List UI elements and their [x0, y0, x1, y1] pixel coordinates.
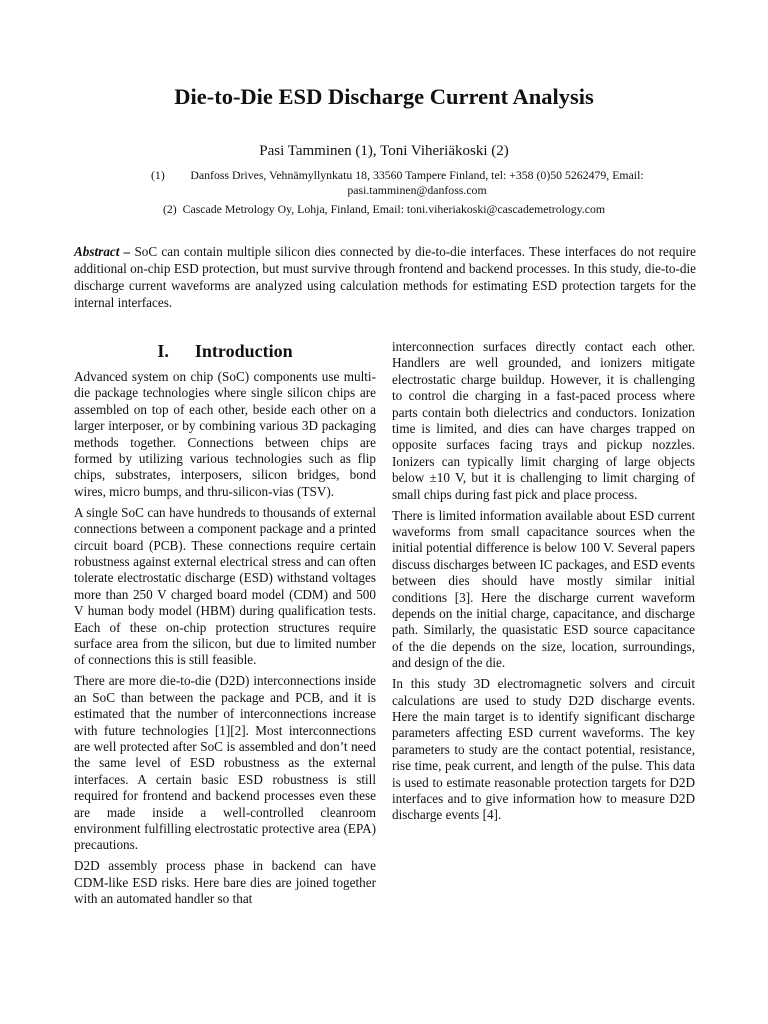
left-column — [74, 369, 376, 912]
body-paragraph: interconnection surfaces directly contact each other. Handlers are well grounded, and ionizers mitigate electrostatic charge buildup. However, it is challenging to control die charging in a fast-paced process where parts contain both dielectrics and conductors. Ionization time is limited, and dies can have charges trapped on opposite surfaces facing trays and pickup nozzles. Ionizers can typically limit charging of large objects below ±10 V, but it is challenging to limit charging of small chips during fast pick and place process. — [392, 339, 695, 502]
abstract-label: Abstract – — [74, 244, 131, 259]
section-title: Introduction — [194, 341, 293, 361]
body-paragraph: In this study 3D electromagnetic solvers and circuit calculations are used to study D2D discharge events. Here the main target is to identify significant discharge parameters affecting ESD current waveforms. The key parameters to study are the contact potential, resistance, rise time, peak current, and length of the pulse. This data is used to estimate reasonable protection targets for D2D interfaces and to give information how to measure D2D discharge events [4]. — [392, 676, 695, 823]
body-paragraph: D2D assembly process phase in backend can have CDM-like ESD risks. Here bare dies are joined together with an automated handler so that — [74, 858, 376, 907]
body-paragraph: There is limited information available about ESD current waveforms from small capacitance sources when the initial potential difference is below 100 V. Several papers discuss discharges between IC packages, and ESD events between dies should have mostly similar initial conditions [3]. Here the discharge current waveform depends on the initial charge, capacitance, and discharge path. Similarly, the quasistatic ESD source capacitance of the die depends on the size, location, surroundings, and design of the die. — [392, 507, 695, 671]
affiliation-1 — [151, 168, 661, 198]
body-paragraph: Advanced system on chip (SoC) components use multi-die package technologies where single silicon chips are assembled on top of each other, beside each other on a larger interposer, or by combining various 3D packaging methods together. Connections between chips are formed by utilizing various technologies such as flip chips, substrates, interposers, silicon bridges, bond wires, micro bumps, and thru-silicon-vias (TSV). — [74, 369, 376, 499]
affiliation-2 — [0, 202, 768, 217]
body-paragraph: There are more die-to-die (D2D) interconnections inside an SoC than between the package and PCB, and it is estimated that the number of interconnections increase with future technologies [1][2]. Most interconnections are well protected after SoC is assembled and don’t need the same level of ESD robustness as the external interfaces. A certain basic ESD robustness is still required for frontend and backend processes even these are made inside a well-controlled cleanroom environment fulfilling electrostatic protective area (EPA) precautions. — [74, 673, 376, 853]
abstract-text: SoC can contain multiple silicon dies connected by die-to-die interfaces. These interfaces do not require additional on-chip ESD protection, but must survive through frontend and backend processes. In this study, die-to-die discharge current waveforms are analyzed using calculation methods for estimating ESD protection targets for the internal interfaces. — [74, 244, 697, 310]
section-heading — [74, 341, 376, 362]
affiliation-number: (2) — [162, 202, 177, 216]
section-number: I. — [157, 341, 169, 361]
paper-title: Die-to-Die ESD Discharge Current Analysis — [174, 84, 594, 109]
right-column — [392, 339, 695, 828]
body-paragraph: A single SoC can have hundreds to thousands of external connections between a component package and a printed circuit board (PCB). These connections require certain robustness against external electrical stress and can often tolerate electrostatic discharge (ESD) withstand voltages more than 250 V charged board model (CDM) and 500 V human body model (HBM) during qualification tests. Each of these on-chip protection structures require surface area from the silicon, but due to limited number of connections this is still feasible. — [74, 504, 376, 668]
abstract — [74, 243, 696, 311]
author-list: Pasi Tamminen (1), Toni Viheriäkoski (2) — [259, 143, 509, 159]
affiliation-text: Cascade Metrology Oy, Lohja, Finland, Email: toni.viheriakoski@cascademetrology.com — [182, 202, 606, 216]
affiliation-number: (1) — [151, 168, 165, 182]
affiliation-text: Danfoss Drives, Vehnämyllynkatu 18, 33560 Tampere Finland, tel: +358 (0)50 5262479, Email: pasi.tamminen@danfoss.com — [190, 168, 644, 197]
